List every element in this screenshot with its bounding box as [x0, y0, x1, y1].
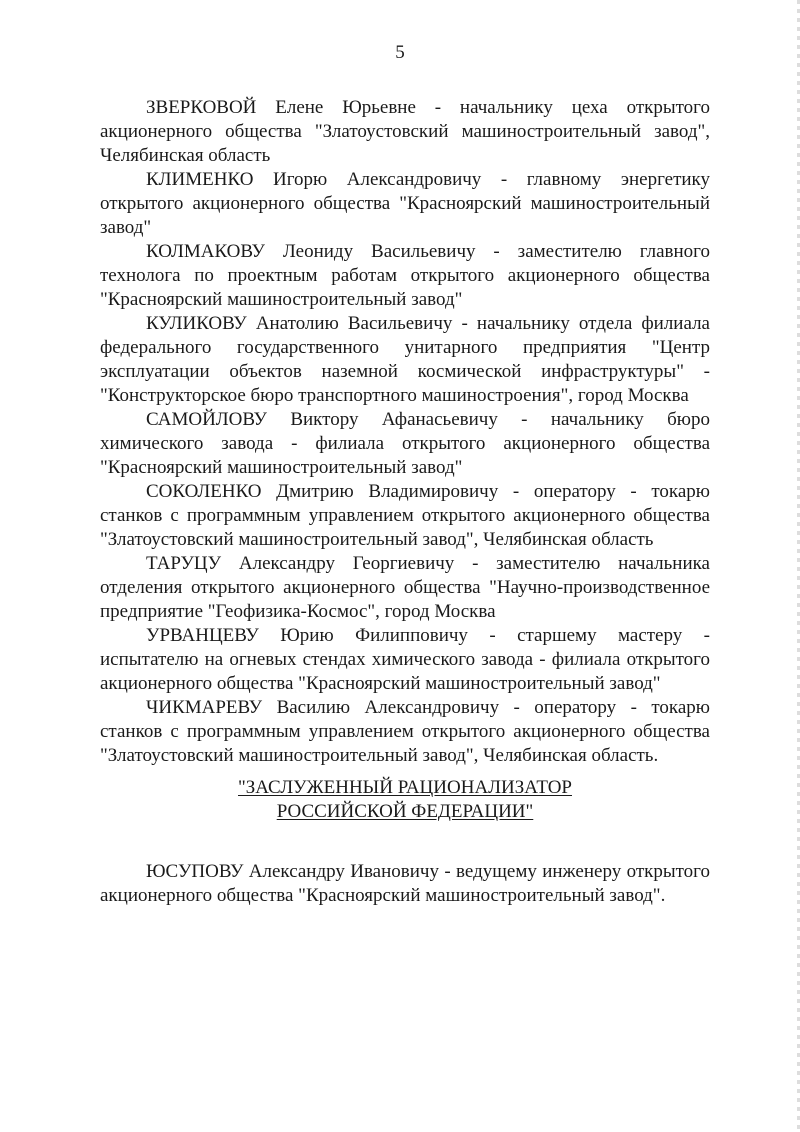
award-entry: ЮСУПОВУ Александру Ивановичу - ведущему инженеру открытого акционерного общества "Красноярский машиностроительный завод".	[100, 861, 710, 906]
award-entry: УРВАНЦЕВУ Юрию Филипповичу - старшему мастеру - испытателю на огневых стендах химического завода - филиала открытого акционерного общества "Красноярский машиностроительный завод"	[100, 625, 710, 694]
section-heading-line: РОССИЙСКОЙ ФЕДЕРАЦИИ"	[276, 801, 534, 822]
award-entry: КОЛМАКОВУ Леониду Васильевичу - заместителю главного технолога по проектным работам открытого акционерного общества "Красноярский машиностроительный завод"	[100, 241, 710, 310]
section-heading-line: "ЗАСЛУЖЕННЫЙ РАЦИОНАЛИЗАТОР	[238, 777, 572, 798]
document-body	[100, 96, 710, 908]
page-number: 5	[395, 42, 405, 63]
award-entry: СОКОЛЕНКО Дмитрию Владимировичу - оператору - токарю станков с программным управлением открытого акционерного общества "Златоустовский машиностроительный завод", Челябинская область	[100, 481, 710, 550]
award-entry: КЛИМЕНКО Игорю Александровичу - главному энергетику открытого акционерного общества "Красноярский машиностроительный завод"	[100, 169, 710, 238]
award-entry: КУЛИКОВУ Анатолию Васильевичу - начальнику отдела филиала федерального государственного унитарного предприятия "Центр эксплуатации объектов наземной космической инфраструктуры" - "Конструкторское бюро транспортного машиностроения", город Москва	[100, 313, 710, 406]
section-heading	[100, 776, 710, 824]
award-entry: ТАРУЦУ Александру Георгиевичу - заместителю начальника отделения открытого акционерного общества "Научно-производственное предприятие "Геофизика-Космос", город Москва	[100, 553, 710, 622]
award-entry: САМОЙЛОВУ Виктору Афанасьевичу - начальнику бюро химического завода - филиала открытого акционерного общества "Красноярский машиностроительный завод"	[100, 409, 710, 478]
award-entry: ЧИКМАРЕВУ Василию Александровичу - оператору - токарю станков с программным управлением открытого акционерного общества "Златоустовский машиностроительный завод", Челябинская область.	[100, 697, 710, 766]
award-entry: ЗВЕРКОВОЙ Елене Юрьевне - начальнику цеха открытого акционерного общества "Златоустовский машиностроительный завод", Челябинская область	[100, 97, 710, 166]
